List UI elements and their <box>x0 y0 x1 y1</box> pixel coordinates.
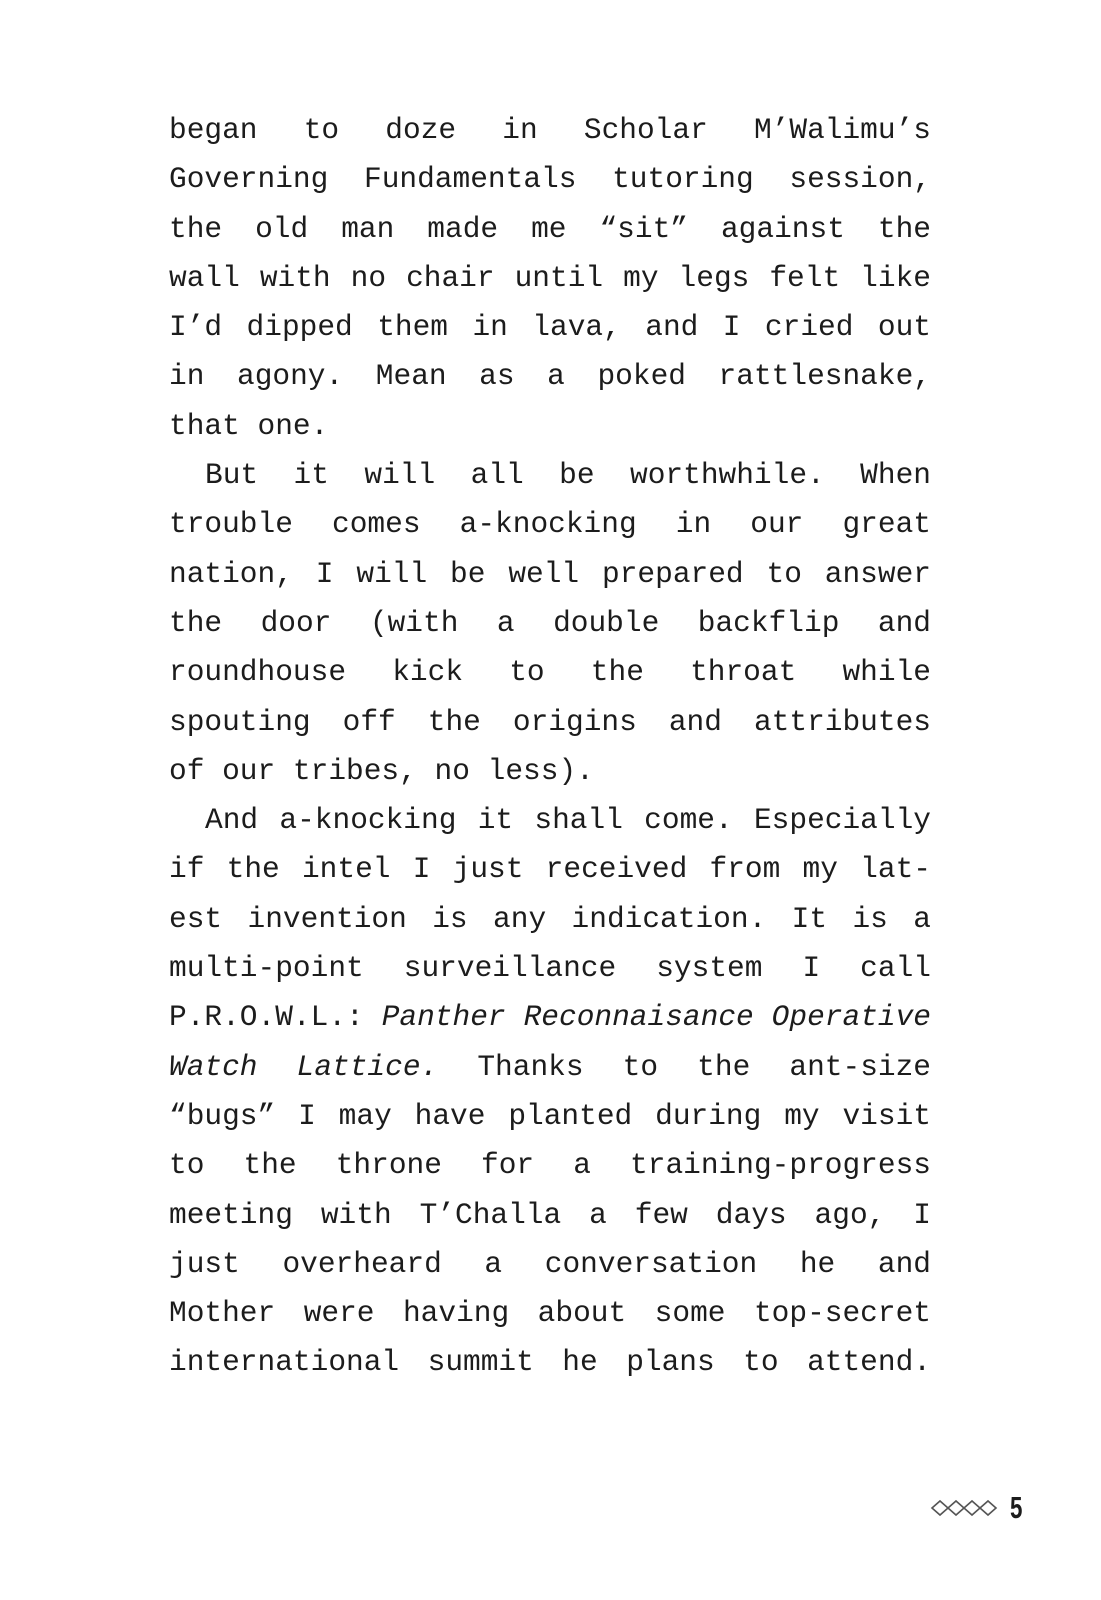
text-line: the old man made me “sit” against the <box>169 211 931 246</box>
text-line: of our tribes, no less). <box>169 753 594 788</box>
page-number: 5 <box>1010 1490 1023 1525</box>
text-line: just overheard a conversation he and <box>169 1246 931 1281</box>
text-line: roundhouse kick to the throat while <box>169 655 931 690</box>
text-line <box>169 993 931 1042</box>
text-segment: Thanks to the ant-size <box>477 1049 932 1084</box>
text-line: est invention is any indication. It is a <box>169 901 931 936</box>
text-line: “bugs” I may have planted during my visit <box>169 1098 931 1133</box>
text-line: And a-knocking it shall come. Especially <box>205 803 931 838</box>
text-line: the door (with a double backflip and <box>169 605 931 640</box>
acronym-expansion-italic: Panther Reconnaisance Operative <box>381 1000 932 1035</box>
text-line: trouble comes a-knocking in our great <box>169 507 931 542</box>
diamond-chain-ornament-icon <box>930 1498 998 1518</box>
text-line: multi-point surveillance system I call <box>169 951 931 986</box>
text-line: began to doze in Scholar M’Walimu’s <box>169 113 931 147</box>
text-line: if the intel I just received from my lat- <box>169 852 931 887</box>
text-line: wall with no chair until my legs felt like <box>169 260 931 295</box>
text-line: Governing Fundamentals tutoring session, <box>169 162 931 197</box>
page-footer <box>930 1488 1027 1528</box>
text-line: But it will all be worthwhile. When <box>205 458 931 493</box>
text-line: in agony. Mean as a poked rattlesnake, <box>169 359 931 394</box>
acronym-text: P.R.O.W.L.: <box>169 1000 364 1035</box>
text-line: to the throne for a training-progress <box>169 1148 931 1183</box>
text-line: Mother were having about some top-secret <box>169 1296 931 1331</box>
acronym-expansion-italic: Watch Lattice. <box>169 1049 439 1084</box>
text-line: nation, I will be well prepared to answer <box>169 556 931 591</box>
text-line: I’d dipped them in lava, and I cried out <box>169 310 931 345</box>
text-line: meeting with T’Challa a few days ago, I <box>169 1197 931 1232</box>
text-line <box>169 1043 931 1092</box>
text-line: international summit he plans to attend. <box>169 1345 931 1380</box>
text-line: that one. <box>169 408 329 443</box>
body-text <box>169 106 931 1388</box>
text-line: spouting off the origins and attributes <box>169 704 931 739</box>
